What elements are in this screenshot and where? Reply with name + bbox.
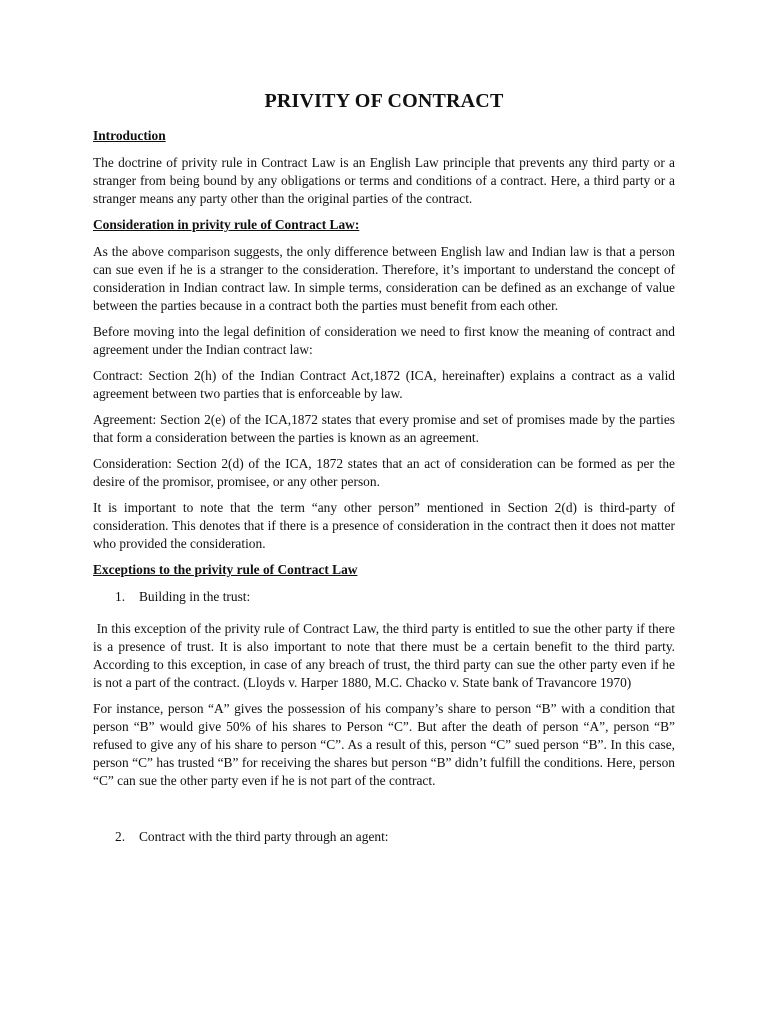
section-heading-consideration: Consideration in privity rule of Contract Law: bbox=[93, 217, 360, 232]
paragraph: Agreement: Section 2(e) of the ICA,1872 states that every promise and set of promises made by the parties that form a consideration between the parties is known as an agreement. bbox=[93, 412, 675, 445]
list-item-label: Building in the trust: bbox=[139, 589, 251, 604]
paragraph: For instance, person “A” gives the possession of his company’s share to person “B” with a condition that person “B” would give 50% of his shares to Person “C”. But after the death of person “A”, person “B” refused to give any of his share to person “C”. As a result of this, person “C” sued person “B”. In this case, person “C” has trusted “B” for receiving the shares but person “B” didn’t fulfill the conditions. Here, person “C” can sue the other party even if he is not part of the contract. bbox=[93, 701, 675, 788]
list-number: 1. bbox=[115, 589, 126, 604]
paragraph: Contract: Section 2(h) of the Indian Contract Act,1872 (ICA, hereinafter) explains a contract as a valid agreement between two parties that is enforceable by law. bbox=[93, 368, 675, 401]
list-number: 2. bbox=[115, 829, 126, 844]
paragraph: Consideration: Section 2(d) of the ICA, 1872 states that an act of consideration can be formed as per the desire of the promisor, promisee, or any other person. bbox=[93, 456, 675, 489]
paragraph: In this exception of the privity rule of Contract Law, the third party is entitled to sue the other party if there is a presence of trust. It is also important to note that there must be a certain benefit to the third party. According to this exception, in case of any breach of trust, the third party can sue the other party even if he is not a part of the contract. (Lloyds v. Harper 1880, M.C. Chacko v. State bank of Travancore 1970) bbox=[93, 621, 679, 690]
section-heading-exceptions: Exceptions to the privity rule of Contract Law bbox=[93, 562, 358, 577]
section-heading-introduction: Introduction bbox=[93, 128, 166, 143]
paragraph: It is important to note that the term “any other person” mentioned in Section 2(d) is third-party of consideration. This denotes that if there is a presence of consideration in the contract then it does not matter who provided the consideration. bbox=[93, 500, 675, 551]
page-title: PRIVITY OF CONTRACT bbox=[264, 90, 504, 112]
spacer bbox=[93, 798, 675, 824]
paragraph: As the above comparison suggests, the only difference between English law and Indian law is that a person can sue even if he is a stranger to the consideration. Therefore, it’s important to understand the concept of consideration in Indian contract law. In simple terms, consideration can be defined as an exchange of value between the parties because in a contract both the parties must benefit from each other. bbox=[93, 244, 675, 313]
paragraph: Before moving into the legal definition of consideration we need to first know the meaning of contract and agreement under the Indian contract law: bbox=[93, 324, 675, 357]
list-item-label: Contract with the third party through an agent: bbox=[139, 829, 389, 844]
list-item-contract-through-agent bbox=[93, 828, 675, 846]
paragraph: The doctrine of privity rule in Contract Law is an English Law principle that prevents any third party or a stranger from being bound by any obligations or terms and conditions of a contract. Here, a third party or a stranger means any party other than the original parties of the contract. bbox=[93, 155, 675, 206]
list-item-building-in-trust bbox=[93, 588, 675, 606]
